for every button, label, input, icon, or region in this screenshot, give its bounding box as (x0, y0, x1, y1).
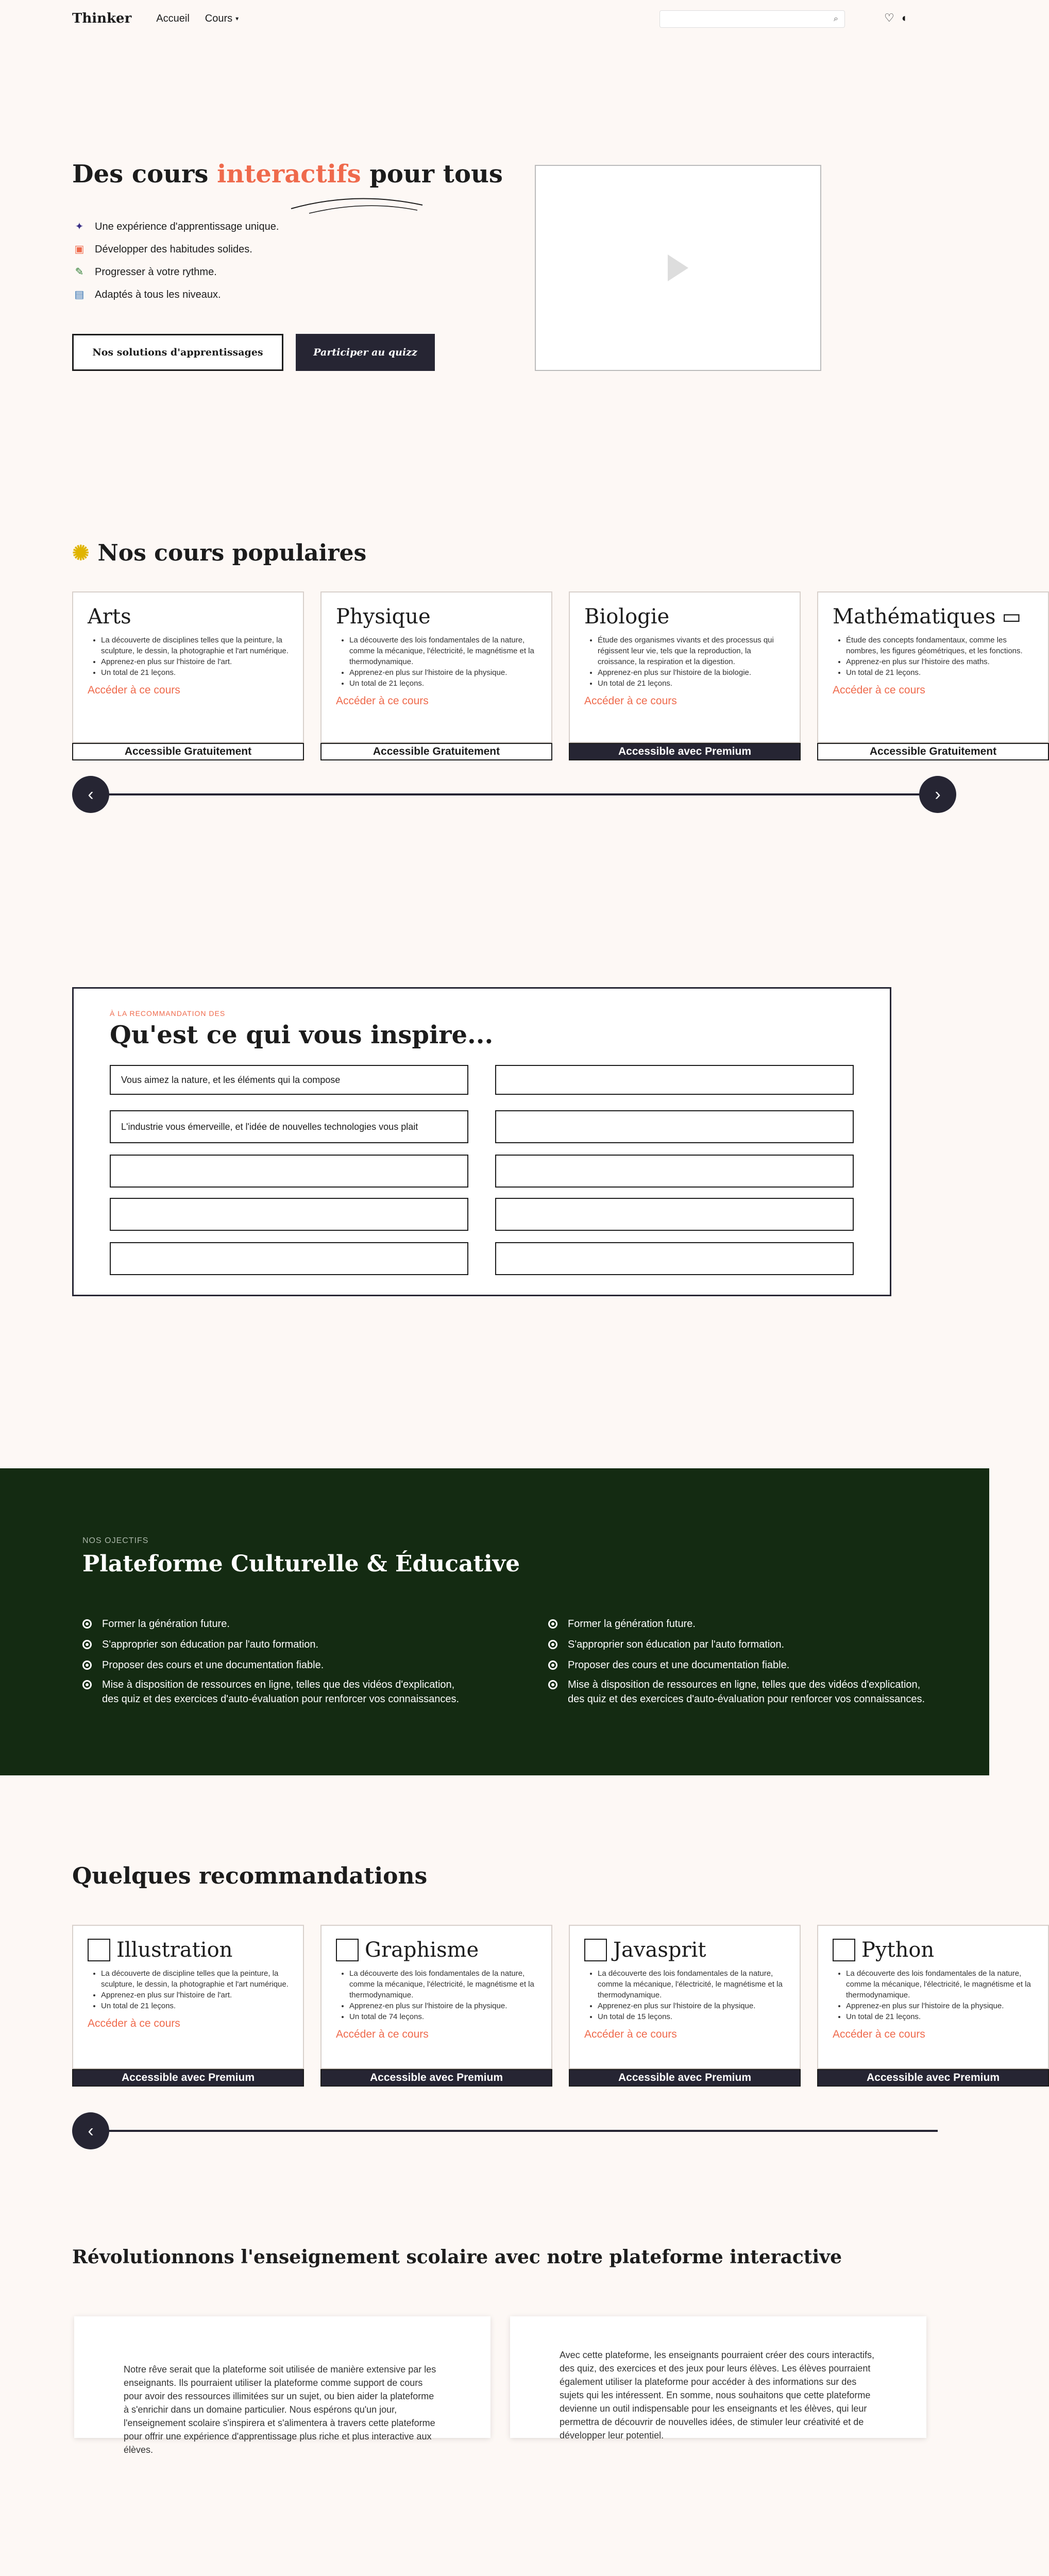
card-bullet: • Étude des concepts fondamentaux, comme les nombres, les figures géométriques, et les fonctions. (846, 635, 1034, 656)
feature-text: Développer des habitudes solides. (95, 244, 252, 255)
hero-swoosh (289, 191, 428, 216)
card-title: Mathématiques (833, 605, 996, 629)
objective-text: S'approprier son éducation par l'auto formation. (568, 1639, 785, 1650)
search-icon[interactable]: ⌕ (834, 14, 838, 23)
slider-track[interactable] (91, 2130, 938, 2132)
hero-title-start: Des cours (72, 160, 217, 189)
objectives-title: Plateforme Culturelle & Éducative (82, 1551, 520, 1577)
video-player[interactable] (535, 165, 821, 371)
card-title: Biologie (584, 605, 670, 629)
card-bullet: • Apprenez-en plus sur l'histoire de la biologie. (598, 667, 785, 678)
section-title: Révolutionnons l'enseignement scolaire avec notre plateforme interactive (72, 2246, 842, 2268)
card-bullet: • Apprenez-en plus sur l'histoire de la physique. (846, 2001, 1034, 2011)
brand-logo[interactable]: Thinker (72, 11, 132, 26)
objective-text: Proposer des cours et une documentation fiable. (568, 1659, 790, 1671)
nav-link-label: Accueil (156, 12, 190, 24)
sun-icon: ✺ (72, 541, 90, 565)
slider-track[interactable] (91, 793, 938, 795)
arrow-left-icon[interactable]: ‹ (72, 2112, 109, 2149)
bullet-icon (82, 1680, 92, 1689)
card-title: Physique (336, 605, 431, 629)
card-bullet: • Apprenez-en plus sur l'histoire de l'art. (101, 1990, 289, 2001)
course-card (569, 1925, 801, 2087)
card-access-badge: Accessible avec Premium (72, 2069, 304, 2087)
objective-text: des quiz et des exercices d'auto-évaluation pour renforcer vos connaissances. (102, 1693, 460, 1705)
quiz-option[interactable] (110, 1198, 468, 1231)
card-access-badge: Accessible avec Premium (320, 2069, 552, 2087)
section-title: Nos cours populaires (97, 540, 367, 566)
quiz-option[interactable] (495, 1110, 854, 1143)
revolution-text: Notre rêve serait que la plateforme soit utilisée de manière extensive par les enseignants. Ils pourraient utiliser la plateforme comme support de cours pour avoir des ressources illimitées sur un sujet, ou bien aider la plateforme à s'enrichir dans un domaine particulier. Nous espérons qu'un jour, l'enseignement scolaire s'inspirera et s'alimentera à travers cette plateforme pour offrir une expérience d'apprentissage plus riche et plus interactive aux élèves. (124, 2364, 436, 2455)
card-link[interactable]: Accéder à ce cours (336, 695, 429, 707)
chevron-down-icon: ▾ (235, 15, 239, 22)
nav-link-label: Cours (205, 12, 233, 24)
sparkle-icon: ✦ (75, 221, 84, 232)
card-bullet: • La découverte de disciplines telles que la peinture, la sculpture, le dessin, la photographie et l'art numérique. (101, 635, 289, 656)
card-bullet: • Apprenez-en plus sur l'histoire de la physique. (349, 2001, 537, 2011)
course-card (72, 1925, 304, 2087)
quiz-option[interactable] (110, 1155, 468, 1188)
bullet-icon (82, 1660, 92, 1670)
objectives-section (0, 1468, 989, 1775)
checkbox[interactable] (584, 1939, 607, 1961)
card-link[interactable]: Accéder à ce cours (833, 684, 925, 696)
objectives-kicker: NOS OJECTIFS (82, 1536, 149, 1545)
revolution-text: Avec cette plateforme, les enseignants pourraient créer des cours interactifs, des quiz, des exercices et des jeux pour leurs élèves. Les élèves pourraient également utiliser la plateforme pour accéder à des informations sur des sujets qui les intéressent. En somme, nous souhaitons que cette plateforme devienne un outil indispensable pour les enseignants et les élèves, qui leur permettra de découvrir de nouvelles idées, de stimuler leur créativité et de développer leur potentiel. (560, 2350, 874, 2441)
reco-carousel (72, 1925, 1031, 2095)
feature-item (72, 238, 279, 261)
hero-features (72, 215, 279, 306)
objective-text: Proposer des cours et une documentation fiable. (102, 1659, 324, 1671)
course-card (817, 591, 1049, 760)
card-link[interactable]: Accéder à ce cours (88, 684, 180, 696)
card-title: Illustration (116, 1938, 233, 1962)
course-card (320, 1925, 552, 2087)
feature-item (72, 215, 279, 238)
book-icon: ▭ (1002, 605, 1022, 629)
hero-title (72, 160, 503, 189)
quiz-option[interactable] (495, 1065, 854, 1095)
card-bullet: • Apprenez-en plus sur l'histoire de la physique. (349, 667, 537, 678)
objective-text: Former la génération future. (568, 1618, 696, 1630)
course-card (817, 1925, 1049, 2087)
card-title: Arts (88, 605, 131, 629)
card-access-badge: Accessible avec Premium (817, 2069, 1049, 2087)
card-bullet: • La découverte de discipline telles que la peinture, la sculpture, le dessin, la photographie et l'art numérique. (101, 1968, 289, 1990)
arrow-left-icon[interactable]: ‹ (72, 776, 109, 813)
objectives-list-right (548, 1614, 925, 1706)
course-card (72, 591, 304, 760)
card-bullet: • Un total de 74 leçons. (349, 2011, 537, 2022)
feature-text: Adaptés à tous les niveaux. (95, 289, 221, 300)
quiz-option[interactable]: L'industrie vous émerveille, et l'idée de nouvelles technologies vous plait (110, 1110, 468, 1143)
checkbox[interactable] (833, 1939, 855, 1961)
quiz-option[interactable] (110, 1242, 468, 1275)
feature-item (72, 261, 279, 283)
popular-slider[interactable] (72, 776, 956, 813)
bullet-icon (548, 1680, 557, 1689)
quiz-option[interactable] (495, 1242, 854, 1275)
quiz-kicker: À LA RECOMMANDATION DES (110, 1009, 226, 1018)
card-access-badge: Accessible avec Premium (569, 2069, 801, 2087)
bullet-icon (548, 1660, 557, 1670)
nav-link-cours[interactable] (205, 13, 239, 25)
card-link[interactable]: Accéder à ce cours (336, 2028, 429, 2040)
reco-slider[interactable] (72, 2112, 956, 2149)
quiz-title: Qu'est ce qui vous inspire... (110, 1021, 494, 1049)
card-title: Python (861, 1938, 935, 1962)
card-bullet: • La découverte des lois fondamentales de la nature, comme la mécanique, l'électricité, le magnétisme et la thermodynamique. (846, 1968, 1034, 2001)
card-bullet: • Un total de 21 leçons. (101, 2001, 289, 2011)
objective-text: Former la génération future. (102, 1618, 230, 1630)
card-link[interactable]: Accéder à ce cours (584, 2028, 677, 2040)
card-bullet: • La découverte des lois fondamentales de la nature, comme la mécanique, l'électricité, le magnétisme et la thermodynamique. (598, 1968, 785, 2001)
objectives-list-left (82, 1614, 459, 1706)
bullet-icon (82, 1619, 92, 1629)
card-bullet: • Apprenez-en plus sur l'histoire des maths. (846, 656, 1034, 667)
feature-item (72, 283, 279, 306)
habit-icon: ▣ (74, 244, 84, 255)
heart-icon[interactable]: ♡ (884, 11, 894, 24)
bullet-icon (548, 1640, 557, 1649)
quiz-option[interactable] (495, 1198, 854, 1231)
card-bullet: • Un total de 21 leçons. (846, 2011, 1034, 2022)
card-bullet: • Un total de 21 leçons. (101, 667, 289, 678)
card-link[interactable]: Accéder à ce cours (833, 2028, 925, 2040)
nav-link-accueil[interactable] (156, 13, 189, 25)
card-bullet: • La découverte des lois fondamentales de la nature, comme la mécanique, l'électricité, le magnétisme et la thermodynamique. (349, 635, 537, 667)
card-access-badge: Accessible Gratuitement (72, 743, 304, 760)
card-link[interactable]: Accéder à ce cours (88, 2018, 180, 2029)
solutions-button[interactable]: Nos solutions d'apprentissages (72, 334, 283, 371)
section-title: Quelques recommandations (72, 1863, 428, 1889)
search-box[interactable] (659, 10, 845, 28)
card-bullet: • Apprenez-en plus sur l'histoire de l'art. (101, 656, 289, 667)
card-bullet: • Un total de 21 leçons. (598, 678, 785, 689)
hero-title-accent: interactifs (217, 160, 361, 189)
card-bullet: • Apprenez-en plus sur l'histoire de la physique. (598, 2001, 785, 2011)
objective-text: Mise à disposition de ressources en ligne, telles que des vidéos d'explication, (568, 1679, 921, 1690)
nav-icons (884, 11, 908, 25)
card-title: Graphisme (365, 1938, 479, 1962)
objective-text: S'approprier son éducation par l'auto formation. (102, 1639, 319, 1650)
card-access-badge: Accessible avec Premium (569, 743, 801, 760)
popular-title-row (72, 540, 366, 566)
quiz-button[interactable]: Participer au quizz (296, 334, 435, 371)
card-bullet: • La découverte des lois fondamentales de la nature, comme la mécanique, l'électricité, le magnétisme et la thermodynamique. (349, 1968, 537, 2001)
feature-text: Une expérience d'apprentissage unique. (95, 221, 279, 232)
rhythm-icon: ✎ (75, 266, 84, 278)
checkbox[interactable] (88, 1939, 110, 1961)
bullet-icon (548, 1619, 557, 1629)
course-card (569, 591, 801, 760)
revolution-card (74, 2316, 490, 2455)
feature-text: Progresser à votre rythme. (95, 266, 217, 278)
play-icon[interactable] (668, 255, 688, 281)
objective-text: des quiz et des exercices d'auto-évaluation pour renforcer vos connaissances. (568, 1693, 925, 1705)
card-title: Javasprit (613, 1938, 706, 1962)
card-access-badge: Accessible Gratuitement (817, 743, 1049, 760)
card-bullet: • Un total de 15 leçons. (598, 2011, 785, 2022)
card-bullet: • Un total de 21 leçons. (349, 678, 537, 689)
quiz-option[interactable] (495, 1155, 854, 1188)
bullet-icon (82, 1640, 92, 1649)
levels-icon: ▤ (74, 289, 84, 300)
revolution-card (510, 2316, 926, 2441)
quiz-panel (72, 987, 891, 1296)
card-access-badge: Accessible Gratuitement (320, 743, 552, 760)
arrow-right-icon[interactable]: › (919, 776, 956, 813)
hero-title-end: pour tous (361, 160, 503, 189)
course-card (320, 591, 552, 760)
card-link[interactable]: Accéder à ce cours (584, 695, 677, 707)
search-input[interactable] (660, 11, 834, 27)
objective-text: Mise à disposition de ressources en ligne, telles que des vidéos d'explication, (102, 1679, 455, 1690)
quiz-option[interactable]: Vous aimez la nature, et les éléments qui la compose (110, 1065, 468, 1095)
checkbox[interactable] (336, 1939, 359, 1961)
globe-icon[interactable]: ◐ (901, 11, 909, 24)
card-bullet: • Étude des organismes vivants et des processus qui régissent leur vie, tels que la reproduction, la croissance, la respiration et la digestion. (598, 635, 785, 667)
card-bullet: • Un total de 21 leçons. (846, 667, 1034, 678)
popular-carousel (72, 591, 1023, 761)
